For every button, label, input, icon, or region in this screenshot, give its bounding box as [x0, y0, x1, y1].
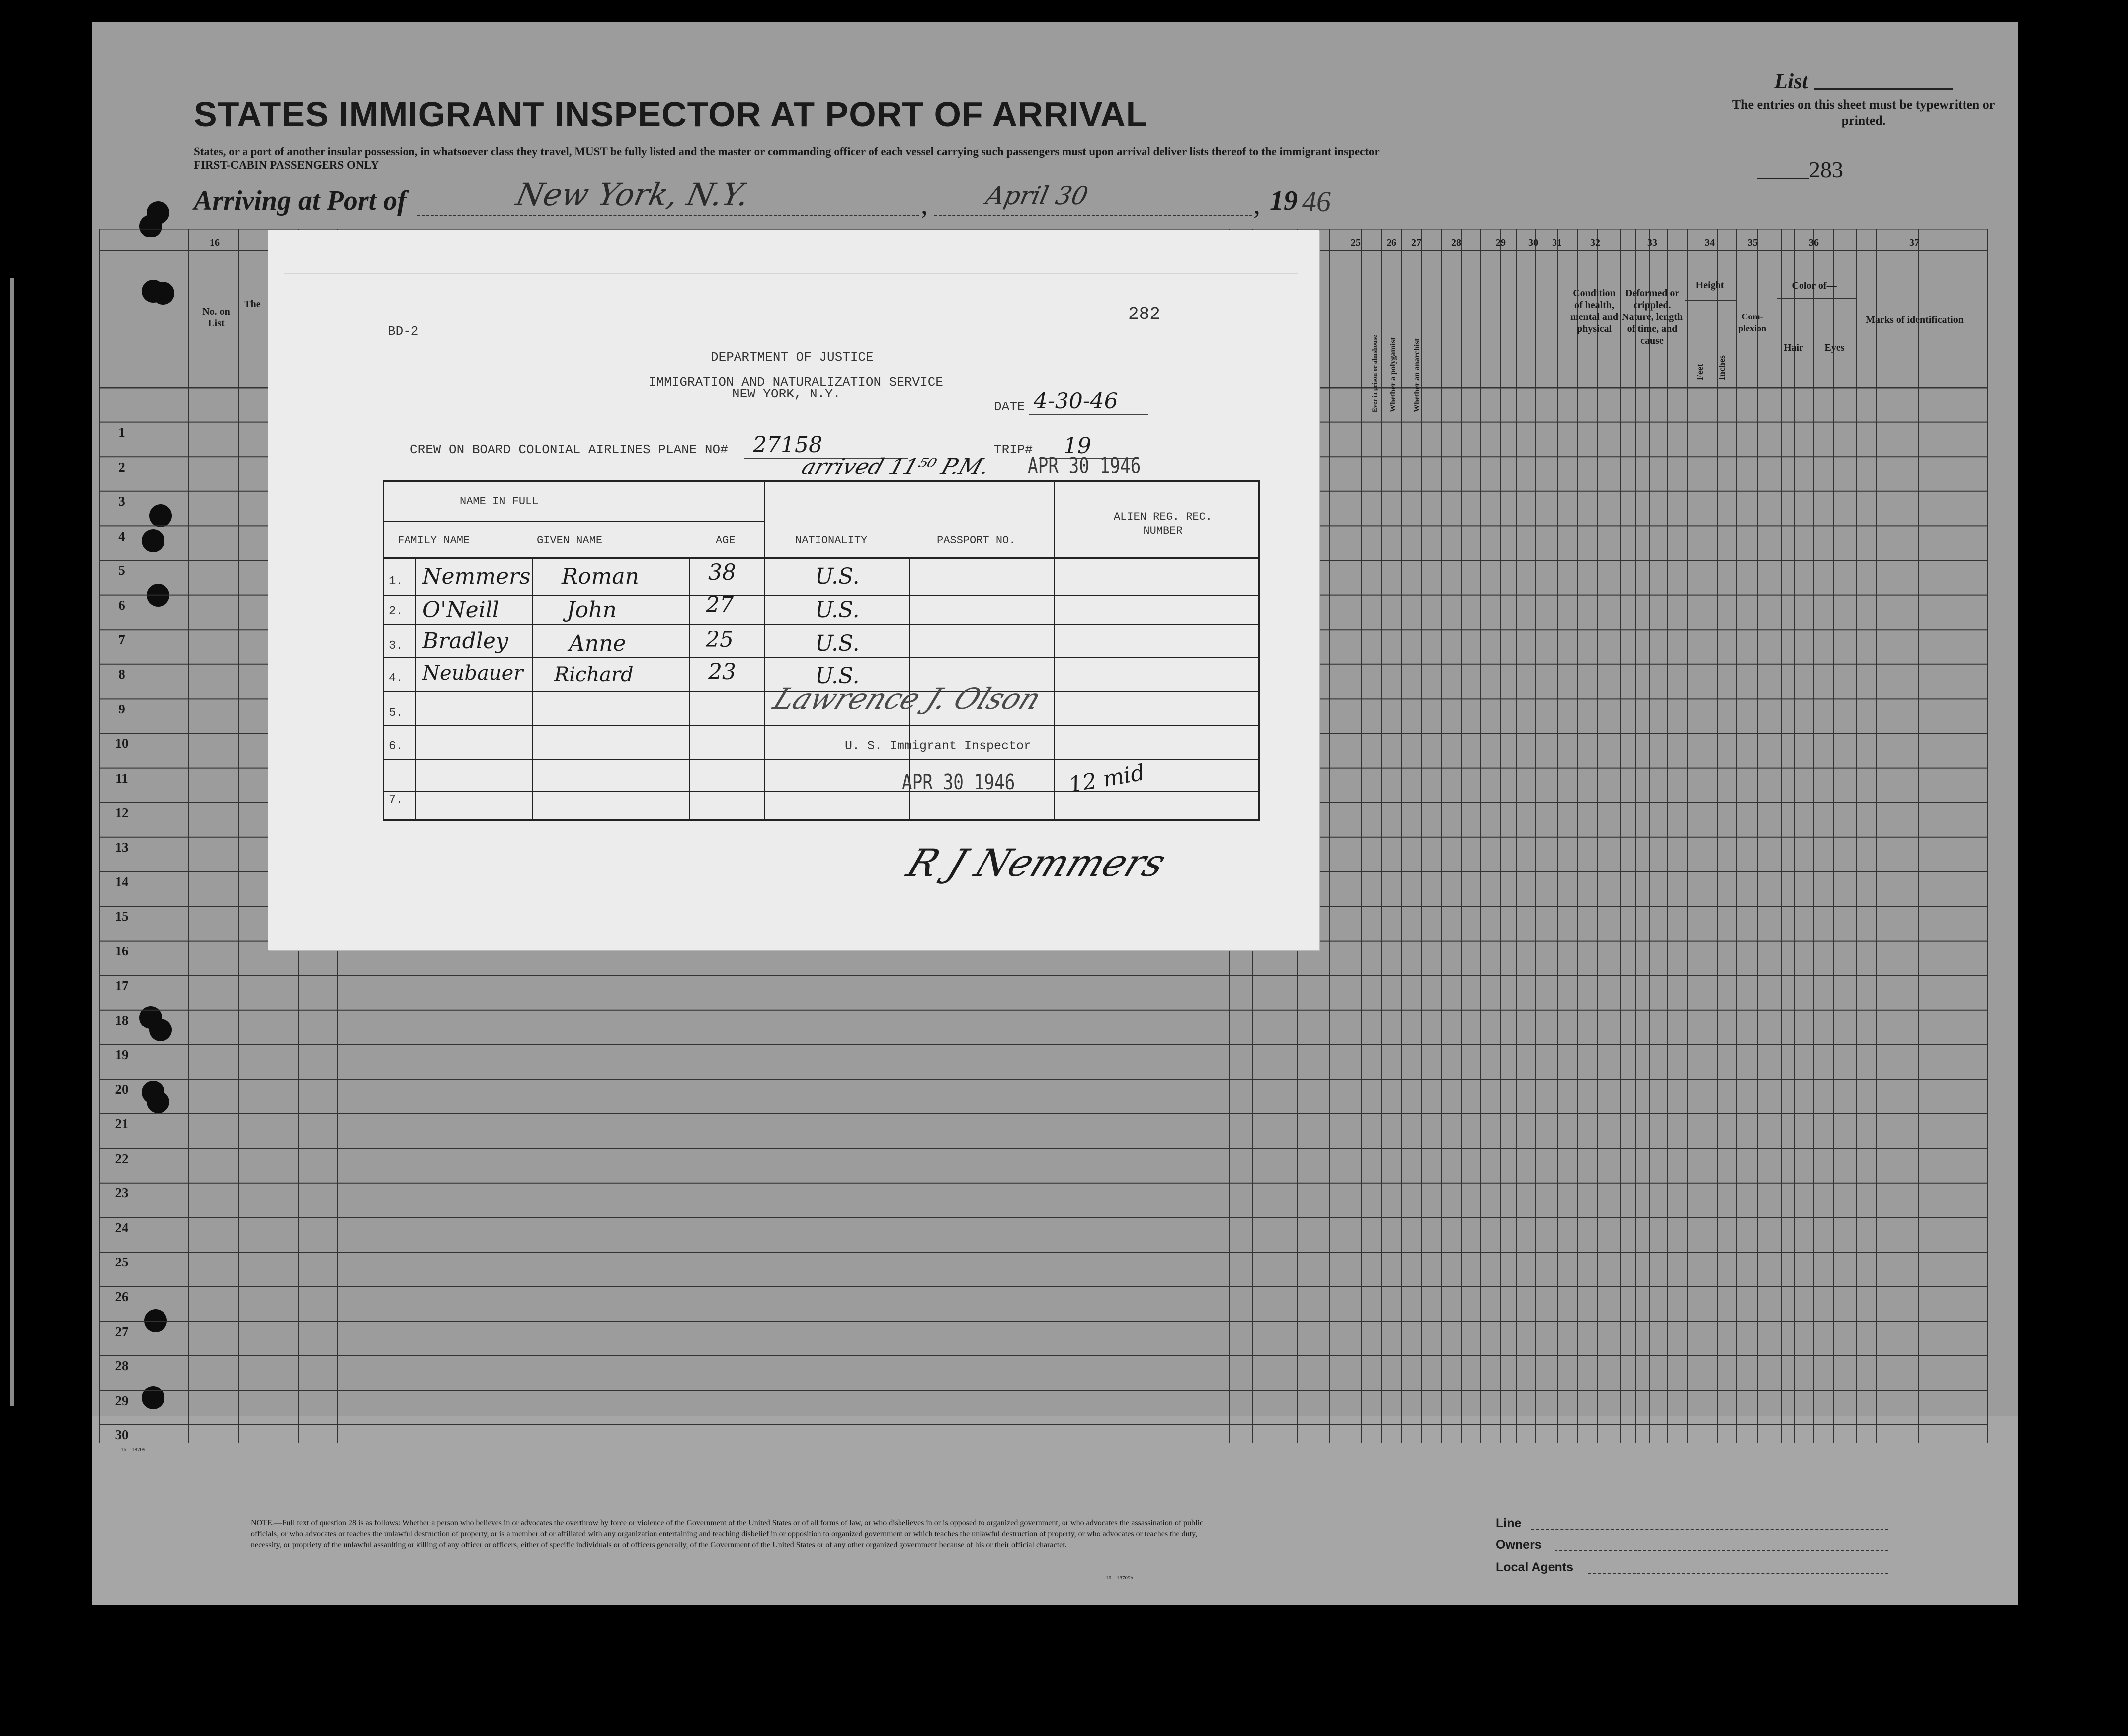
grid-row-number: 17: [115, 978, 129, 993]
list-label: List: [1774, 69, 1808, 93]
row-number: 4.: [389, 672, 403, 685]
nationality-cell: U.S.: [815, 631, 860, 656]
partial-header: The: [244, 299, 261, 310]
date-value: 4-30-46: [1034, 389, 1118, 414]
comma: ,: [1253, 189, 1260, 220]
column-number: 27: [1411, 237, 1421, 248]
grid-row-number: 30: [115, 1427, 129, 1443]
deformed-header: Deformed or crippled. Nature, length of time, and cause: [1622, 288, 1683, 346]
grid-row-number: 23: [115, 1185, 129, 1201]
intro-text: States, or a port of another insular possession, in whatsoever class they travel, MUST be fully listed and the master or commanding officer of each vessel carrying such passengers must upon arrival deliver lists thereof to the immigrant inspector: [194, 145, 1380, 158]
form-code: 16—18709: [121, 1447, 146, 1453]
grid-row-number: 14: [115, 874, 129, 889]
grid-row-number: 4: [118, 528, 125, 544]
arrived-note: arrived 11⁵⁰ P.M.: [798, 454, 993, 479]
table-col: [532, 557, 533, 821]
arriving-label: Arriving at Port of: [194, 185, 407, 216]
scan-edge-strip: [10, 278, 14, 1406]
crew-list-card: [268, 230, 1319, 950]
column-number: 28: [1451, 237, 1461, 248]
year-prefix: 19: [1270, 185, 1298, 216]
midnight-note: 12 mid: [1066, 760, 1147, 798]
grid-row-number: 3: [118, 494, 125, 509]
crew-label: CREW ON BOARD COLONIAL AIRLINES PLANE NO#: [410, 442, 728, 457]
grid-row-number: 25: [115, 1255, 129, 1270]
family-name-cell: Bradley: [422, 629, 508, 654]
nationality-header: NATIONALITY: [795, 534, 868, 547]
grid-row-number: 21: [115, 1116, 129, 1131]
page-title: STATES IMMIGRANT INSPECTOR AT PORT OF ARRIVAL: [194, 95, 1148, 134]
plane-no-value: 27158: [753, 432, 822, 458]
department-line: DEPARTMENT OF JUSTICE: [711, 350, 874, 365]
date-line: [934, 215, 1252, 216]
arrival-stamp: APR 30 1946: [1028, 453, 1141, 478]
name-in-full-header: NAME IN FULL: [460, 495, 539, 508]
column-number: 33: [1647, 237, 1657, 248]
grid-row-number: 12: [115, 805, 129, 820]
service-line: IMMIGRATION AND NATURALIZATION SERVICE: [649, 375, 943, 390]
year-suffix: 46: [1302, 185, 1331, 218]
age-cell: 25: [706, 627, 734, 652]
polygamist-header: Whether a polygamist: [1389, 337, 1397, 412]
row-number: 3.: [389, 639, 403, 653]
age-cell: 27: [706, 592, 734, 618]
inspector-title: U. S. Immigrant Inspector: [845, 739, 1032, 753]
table-rule: [383, 791, 1260, 792]
column-number: 25: [1351, 237, 1361, 248]
grid-row-number: 8: [118, 667, 125, 682]
grid-row-number: 11: [115, 771, 128, 786]
port-line: [417, 215, 919, 216]
given-name-cell: Anne: [569, 631, 626, 656]
nationality-cell: U.S.: [815, 597, 860, 623]
nationality-cell: U.S.: [815, 663, 860, 689]
date-label: DATE: [994, 399, 1025, 414]
footnote: NOTE.—Full text of question 28 is as follows: Whether a person who believes in or advocates the overthrow by force or violence of the Government of the United States or of all forms of law, or who disbelieves in or is opposed to organized government, or who advocates the assassination of public officials, or who advocates or teaches the unlawful destruction of property, or is a member of or affiliated with any organization entertaining and teaching disbelief in or opposition to organized government or which teaches the unlawful destruction of property, or who advocates or teaches the duty, necessity, or propriety of the unlawful assaulting or killing of any officer or officers, either of specific individuals or of officers generally, of the Government of the United States or of any other organized government because of his or their official character.: [251, 1519, 1204, 1549]
grid-row-number: 29: [115, 1393, 129, 1408]
color-of-header: Color of—: [1792, 280, 1837, 291]
grid-row-number: 13: [115, 840, 129, 855]
column-number: 31: [1552, 237, 1562, 248]
grid-row-number: 27: [115, 1324, 129, 1339]
arrival-date-value: April 30: [983, 181, 1091, 210]
column-number: 30: [1528, 237, 1538, 248]
card-rule: [284, 273, 1298, 274]
table-border: [1258, 480, 1260, 821]
family-name-header: FAMILY NAME: [398, 534, 470, 547]
column-number: 35: [1748, 237, 1758, 248]
inspector-signature: Lawrence J. Olson: [768, 682, 1046, 715]
table-col: [1054, 480, 1055, 821]
grid-row-number: 10: [115, 736, 129, 751]
entries-note: The entries on this sheet must be typewritten or printed.: [1732, 97, 1995, 128]
row-number: 1.: [389, 575, 403, 588]
city-line: NEW YORK, N.Y.: [732, 387, 841, 401]
passport-header: PASSPORT NO.: [937, 534, 1016, 547]
given-name-cell: Richard: [554, 663, 634, 686]
grid-row-number: 15: [115, 909, 129, 924]
grid-row-number: 6: [118, 598, 125, 613]
height-header: Height: [1695, 280, 1724, 291]
grid-row-number: 28: [115, 1358, 129, 1374]
local-agents-label: Local Agents: [1496, 1560, 1574, 1574]
no-on-list-header: No. on List: [202, 306, 230, 329]
column-number: 34: [1705, 237, 1715, 248]
table-rule: [383, 557, 1260, 559]
grid-row-number: 24: [115, 1220, 129, 1235]
inches-header: Inches: [1717, 355, 1727, 380]
inspection-stamp: APR 30 1946: [902, 770, 1015, 795]
grid-row-number: 16: [115, 944, 129, 958]
age-header: AGE: [716, 534, 736, 547]
grid-row-number: 2: [118, 459, 125, 474]
sheet-number-dash: [1757, 178, 1809, 179]
grid-row-number: 1: [118, 425, 125, 440]
line-blank: [1531, 1529, 1888, 1530]
table-border: [383, 480, 384, 821]
eyes-header: Eyes: [1824, 342, 1845, 353]
captain-signature: R J Nemmers: [901, 841, 1172, 885]
table-col: [415, 557, 416, 821]
marks-header: Marks of identification: [1866, 315, 1964, 325]
list-number-line: [1814, 88, 1953, 90]
given-name-header: GIVEN NAME: [537, 534, 603, 547]
owners-label: Owners: [1496, 1538, 1542, 1552]
row-number: 6.: [389, 740, 403, 753]
row-number: 2.: [389, 605, 403, 618]
card-number: 282: [1128, 304, 1160, 324]
anarchist-header: Whether an anarchist: [1413, 338, 1421, 412]
sheet-number: 283: [1809, 157, 1843, 182]
age-cell: 23: [708, 659, 736, 685]
table-rule: [383, 624, 1260, 625]
row-number: 5.: [389, 707, 403, 720]
table-rule: [383, 521, 764, 522]
footer-form-code: 16—18709b: [1106, 1575, 1133, 1581]
table-border: [383, 480, 1260, 482]
grid-row-number: 7: [118, 632, 125, 647]
family-name-cell: Neubauer: [422, 662, 523, 685]
crew-table: [383, 480, 1260, 821]
given-name-cell: Roman: [562, 564, 639, 589]
port-value: New York, N.Y.: [513, 176, 752, 213]
complexion-header: Com- plexion: [1738, 312, 1766, 333]
table-border: [383, 819, 1260, 821]
first-cabin-note: FIRST-CABIN PASSENGERS ONLY: [194, 159, 379, 171]
table-rule: [383, 759, 1260, 760]
table-col: [764, 480, 765, 821]
nationality-cell: U.S.: [815, 564, 860, 589]
table-rule: [383, 725, 1260, 726]
comma: ,: [921, 189, 928, 220]
column-number: 16: [210, 237, 220, 248]
family-name-cell: O'Neill: [422, 597, 499, 623]
grid-row-number: 26: [115, 1289, 129, 1304]
line-label: Line: [1496, 1516, 1522, 1530]
grid-row-number: 19: [115, 1047, 129, 1062]
column-number: 26: [1387, 237, 1396, 248]
table-rule: [383, 657, 1260, 658]
table-rule: [383, 595, 1260, 596]
table-col: [689, 557, 690, 821]
trip-no-value: 19: [1064, 433, 1091, 459]
row-number: 7.: [389, 793, 403, 807]
hair-header: Hair: [1784, 342, 1803, 353]
grid-row-number: 22: [115, 1151, 129, 1166]
grid-row-number: 20: [115, 1082, 129, 1097]
local-agents-blank: [1588, 1573, 1888, 1574]
feet-header: Feet: [1695, 364, 1705, 380]
column-number: 32: [1590, 237, 1600, 248]
column-number: 29: [1496, 237, 1506, 248]
trip-label: TRIP#: [994, 442, 1033, 457]
given-name-cell: John: [567, 597, 617, 623]
grid-row-number: 9: [118, 701, 125, 716]
column-25-header: Ever in prison or almshouse: [1371, 335, 1378, 412]
condition-header: Condition of health, mental and physical: [1570, 288, 1619, 334]
date-blank: [1029, 414, 1148, 415]
family-name-cell: Nemmers: [422, 564, 531, 589]
column-number: 36: [1809, 237, 1819, 248]
owners-blank: [1555, 1550, 1888, 1551]
card-form-id: BD-2: [388, 324, 419, 339]
column-number: 37: [1909, 237, 1919, 248]
grid-row-number: 18: [115, 1013, 129, 1028]
grid-row-number: 5: [118, 563, 125, 578]
alien-reg-header: ALIEN REG. REC. NUMBER: [1113, 511, 1213, 537]
age-cell: 38: [708, 560, 736, 585]
